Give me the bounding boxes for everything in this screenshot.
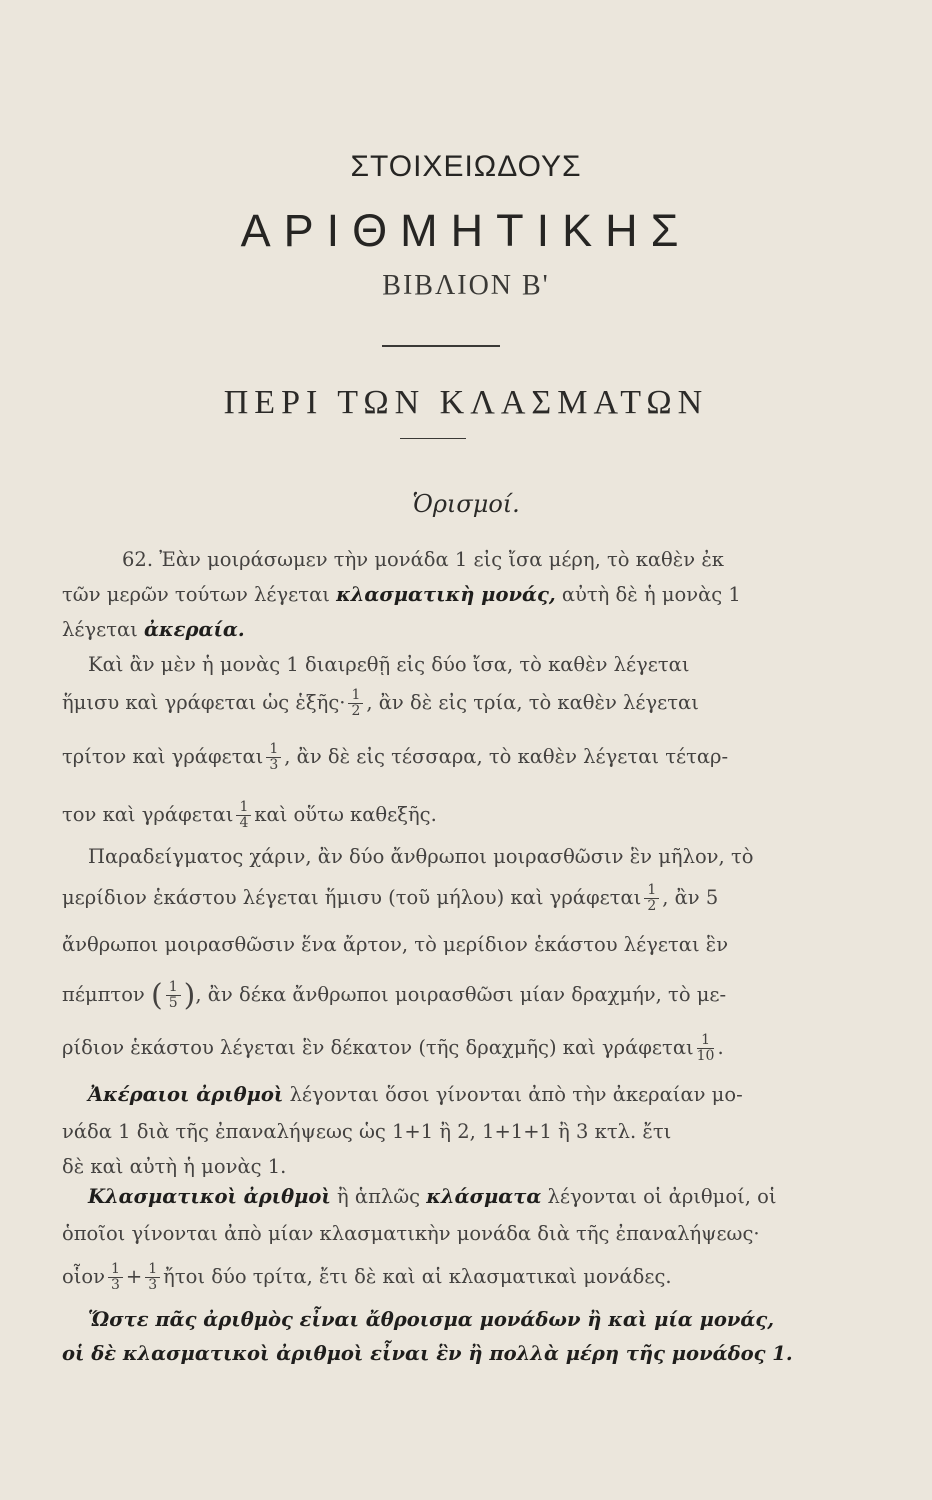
text-line: τῶν μερῶν τούτων λέγεται κλασματικὴ μονάς, αὐτὴ δὲ ἡ μονὰς 1 <box>62 583 741 606</box>
divider <box>382 345 500 347</box>
book-title: ΑΡΙΘΜΗΤΙΚΗΣ <box>240 205 692 256</box>
section-heading: Ὁρισμοί. <box>412 490 520 518</box>
text-line: ρίδιον ἑκάστου λέγεται ἓν δέκατον (τῆς δραχμῆς) καὶ γράφεται $\frac{1}{10}$ . <box>62 1032 724 1064</box>
text-line: ἥμισυ καὶ γράφεται ὡς ἑξῆς· $\frac{1}{2}$ , ἂν δὲ εἰς τρία, τὸ καθὲν λέγεται <box>62 687 699 719</box>
text-line: Καὶ ἂν μὲν ἡ μονὰς 1 διαιρεθῇ εἰς δύο ἴσα, τὸ καθὲν λέγεται <box>88 653 690 676</box>
text-line: οἷον $\frac{1}{3}$ + $\frac{1}{3}$ ἤτοι δύο τρίτα, ἔτι δὲ καὶ αἱ κλασματικαὶ μονάδες. <box>62 1261 672 1293</box>
fraction: $\frac{1}{10}$ <box>696 1032 715 1064</box>
text-line: δὲ καὶ αὐτὴ ἡ μονὰς 1. <box>62 1155 287 1178</box>
text-line: Ὥστε πᾶς ἀριθμὸς εἶναι ἄθροισμα μονάδων ἢ καὶ μία μονάς, <box>88 1308 775 1331</box>
text-line: Παραδείγματος χάριν, ἂν δύο ἄνθρωποι μοιρασθῶσιν ἓν μῆλον, τὸ <box>88 845 754 868</box>
text-line: οἱ δὲ κλασματικοὶ ἀριθμοὶ εἶναι ἓν ἢ πολλὰ μέρη τῆς μονάδος 1. <box>62 1342 793 1365</box>
fraction: $\frac{1}{3}$ <box>108 1262 123 1293</box>
text-line: τρίτον καὶ γράφεται $\frac{1}{3}$ , ἂν δὲ εἰς τέσσαρα, τὸ καθὲν λέγεται τέταρ- <box>62 741 729 773</box>
text-line: λέγεται ἀκεραία. <box>62 618 245 641</box>
divider <box>400 438 466 439</box>
fraction: $\frac{1}{3}$ <box>266 742 281 773</box>
book-number: ΒΙΒΛΙΟΝ Β' <box>382 270 550 301</box>
text-line: πέμπτον ( $\frac{1}{5}$ ), ἂν δέκα ἄνθρωποι μοιρασθῶσι μίαν δραχμήν, τὸ με- <box>62 978 727 1013</box>
series-heading: ΣΤΟΙΧΕΙΩΔΟΥΣ <box>350 150 582 183</box>
text-line: 62. Ἐὰν μοιράσωμεν τὴν μονάδα 1 εἰς ἴσα μέρη, τὸ καθὲν ἐκ <box>122 548 724 571</box>
chapter-title: ΠΕΡΙ ΤΩΝ ΚΛΑΣΜΑΤΩΝ <box>223 384 709 421</box>
fraction: $\frac{1}{5}$ <box>166 980 181 1011</box>
text-line: ὁποῖοι γίνονται ἀπὸ μίαν κλασματικὴν μονάδα διὰ τῆς ἐπαναλήψεως· <box>62 1222 760 1245</box>
fraction: $\frac{1}{2}$ <box>348 688 363 719</box>
fraction: $\frac{1}{4}$ <box>236 800 251 831</box>
fraction: $\frac{1}{3}$ <box>145 1262 160 1293</box>
text-line: νάδα 1 διὰ τῆς ἐπαναλήψεως ὡς 1+1 ἢ 2, 1+1+1 ἢ 3 κτλ. ἔτι <box>62 1120 672 1143</box>
fraction: $\frac{1}{2}$ <box>644 883 659 914</box>
text-line: Ἀκέραιοι ἀριθμοὶ λέγονται ὅσοι γίνονται ἀπὸ τὴν ἀκεραίαν μο- <box>88 1083 743 1106</box>
text-line: μερίδιον ἑκάστου λέγεται ἥμισυ (τοῦ μήλου) καὶ γράφεται $\frac{1}{2}$ , ἂν 5 <box>62 882 719 914</box>
text-line: Κλασματικοὶ ἀριθμοὶ ἢ ἁπλῶς κλάσματα λέγονται οἱ ἀριθμοί, οἱ <box>88 1185 777 1208</box>
text-line: ἄνθρωποι μοιρασθῶσιν ἕνα ἄρτον, τὸ μερίδιον ἑκάστου λέγεται ἓν <box>62 933 729 956</box>
text-line: τον καὶ γράφεται $\frac{1}{4}$ καὶ οὕτω καθεξῆς. <box>62 799 437 831</box>
